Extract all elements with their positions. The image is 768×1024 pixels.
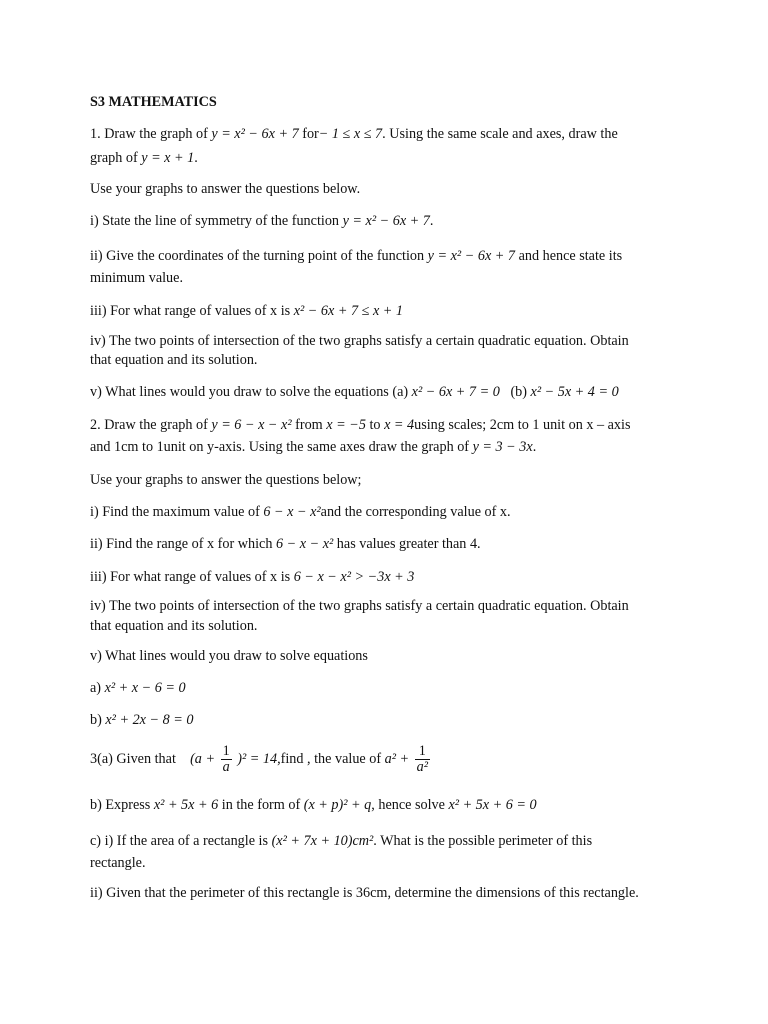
q3b-text-form: in the form of — [221, 797, 301, 813]
q1-part-ii-line-2: minimum value. — [90, 270, 183, 286]
q2-part-i — [90, 504, 511, 520]
q1-equation-quadratic: y = x² − 6x + 7 — [211, 126, 299, 142]
q3a-target-denominator: a² — [416, 759, 428, 776]
q2-equation-quadratic: y = 6 − x − x² — [211, 417, 292, 433]
q2-part-v-b — [90, 712, 194, 728]
question-3b — [90, 797, 537, 813]
q1-text-graph-of: graph of — [90, 150, 138, 166]
q1-i-period: . — [429, 213, 434, 229]
q3a-text-find: ,find , the value of — [277, 751, 382, 767]
q1-i-equation: y = x² − 6x + 7 — [342, 213, 430, 229]
q1-iii-text: iii) For what range of values of x is — [90, 303, 291, 319]
q1-part-ii-line-1 — [90, 248, 622, 264]
q1-text-a: 1. Draw the graph of — [90, 126, 208, 142]
q2-part-iii — [90, 569, 414, 585]
q3c-i-text: c) i) If the area of a rectangle is — [90, 833, 269, 849]
q2-i-text: i) Find the maximum value of — [90, 504, 260, 520]
q1-part-v — [90, 384, 619, 400]
q3a-expression-open: (a + — [190, 751, 216, 767]
q1-part-i — [90, 213, 433, 229]
q2-v-label-b: b) — [90, 712, 102, 728]
q3a-fraction-denominator: a — [222, 759, 230, 776]
q3a-target-expression: a² + — [384, 751, 410, 767]
q2-ii-text: ii) Find the range of x for which — [90, 536, 273, 552]
question-3a — [90, 742, 432, 776]
q2-v-equation-a: x² + x − 6 = 0 — [104, 680, 186, 696]
q3b-text: b) Express — [90, 797, 151, 813]
q2-iii-text: iii) For what range of values of x is — [90, 569, 291, 585]
q3b-text-solve: , hence solve — [371, 797, 445, 813]
q1-part-iii — [90, 303, 403, 319]
q3b-expression: x² + 5x + 6 — [153, 797, 219, 813]
q2-x-end: x = 4 — [384, 417, 415, 433]
q2-v-equation-b: x² + 2x − 8 = 0 — [105, 712, 194, 728]
q3b-form: (x + p)² + q — [303, 797, 372, 813]
q2-i-expression: 6 − x − x² — [263, 504, 321, 520]
q3a-expression-close: )² = 14 — [237, 751, 278, 767]
q2-text-scales: using scales; 2cm to 1 unit on x – axis — [414, 417, 631, 433]
q3a-fraction-numerator: 1 — [222, 743, 230, 760]
q2-part-v-a — [90, 680, 186, 696]
q1-instructions: Use your graphs to answer the questions below. — [90, 181, 361, 197]
q2-text-b: and 1cm to 1unit on y-axis. Using the same axes draw the graph of — [90, 439, 470, 455]
q2-text-a: 2. Draw the graph of — [90, 417, 208, 433]
q1-ii-text: ii) Give the coordinates of the turning point of the function — [90, 248, 425, 264]
q2-ii-text-b: has values greater than 4. — [336, 536, 481, 552]
q1-iii-inequality: x² − 6x + 7 ≤ x + 1 — [293, 303, 404, 319]
q2-text-from: from — [295, 417, 323, 433]
question-3c-i-line-1 — [90, 833, 592, 849]
q1-text-b: . Using the same scale and axes, draw the — [382, 126, 618, 142]
q1-i-text: i) State the line of symmetry of the function — [90, 213, 340, 229]
question-2-line-1 — [90, 417, 630, 433]
q1-text-for: for — [302, 126, 319, 142]
q3c-i-text-b: . What is the possible perimeter of this — [373, 833, 593, 849]
q2-i-text-b: and the corresponding value of x. — [320, 504, 511, 520]
q3b-equation: x² + 5x + 6 = 0 — [448, 797, 537, 813]
q1-v-equation-b: x² − 5x + 4 = 0 — [530, 384, 619, 400]
document-title: S3 MATHEMATICS — [90, 94, 217, 110]
q1-ii-equation: y = x² − 6x + 7 — [427, 248, 516, 264]
q1-equation-linear: y = x + 1 — [141, 150, 195, 166]
q2-part-iv-line-1: iv) The two points of intersection of the two graphs satisfy a certain quadratic equation. Obtain — [90, 598, 629, 614]
q3c-i-area: (x² + 7x + 10)cm² — [271, 833, 374, 849]
q3a-target-numerator: 1 — [415, 744, 430, 760]
q2-ii-expression: 6 − x − x² — [275, 536, 334, 552]
q2-part-iv-line-2: that equation and its solution. — [90, 618, 258, 634]
question-2-line-2 — [90, 439, 536, 455]
q1-v-label-b: (b) — [510, 384, 527, 400]
q1-part-iv-line-2: that equation and its solution. — [90, 352, 258, 368]
q1-ii-text-b: and hence state its — [518, 248, 623, 264]
q2-text-to: to — [369, 417, 381, 433]
q2-equation-linear: y = 3 − 3x — [472, 439, 533, 455]
q2-x-start: x = −5 — [326, 417, 366, 433]
q1-v-equation-a: x² − 6x + 7 = 0 — [411, 384, 500, 400]
q3a-fraction — [221, 744, 232, 775]
q1-v-text: v) What lines would you draw to solve the equations (a) — [90, 384, 409, 400]
q3a-text: 3(a) Given that — [90, 751, 176, 767]
q3a-target-fraction — [415, 744, 430, 775]
q1-domain: − 1 ≤ x ≤ 7 — [318, 126, 383, 142]
question-1-line-2 — [90, 150, 198, 166]
q2-instructions: Use your graphs to answer the questions below; — [90, 472, 362, 488]
question-3c-i-line-2: rectangle. — [90, 855, 146, 871]
q1-period: . — [194, 150, 198, 166]
q2-v-label-a: a) — [90, 680, 102, 696]
q2-part-ii — [90, 536, 481, 552]
q2-period: . — [532, 439, 537, 455]
q1-part-iv-line-1: iv) The two points of intersection of the two graphs satisfy a certain quadratic equation. Obtain — [90, 333, 629, 349]
question-1-line-1 — [90, 126, 618, 142]
question-3c-ii: ii) Given that the perimeter of this rectangle is 36cm, determine the dimensions of this rectangle. — [90, 885, 639, 901]
q2-part-v: v) What lines would you draw to solve equations — [90, 648, 368, 664]
q2-iii-inequality: 6 − x − x² > −3x + 3 — [293, 569, 415, 585]
